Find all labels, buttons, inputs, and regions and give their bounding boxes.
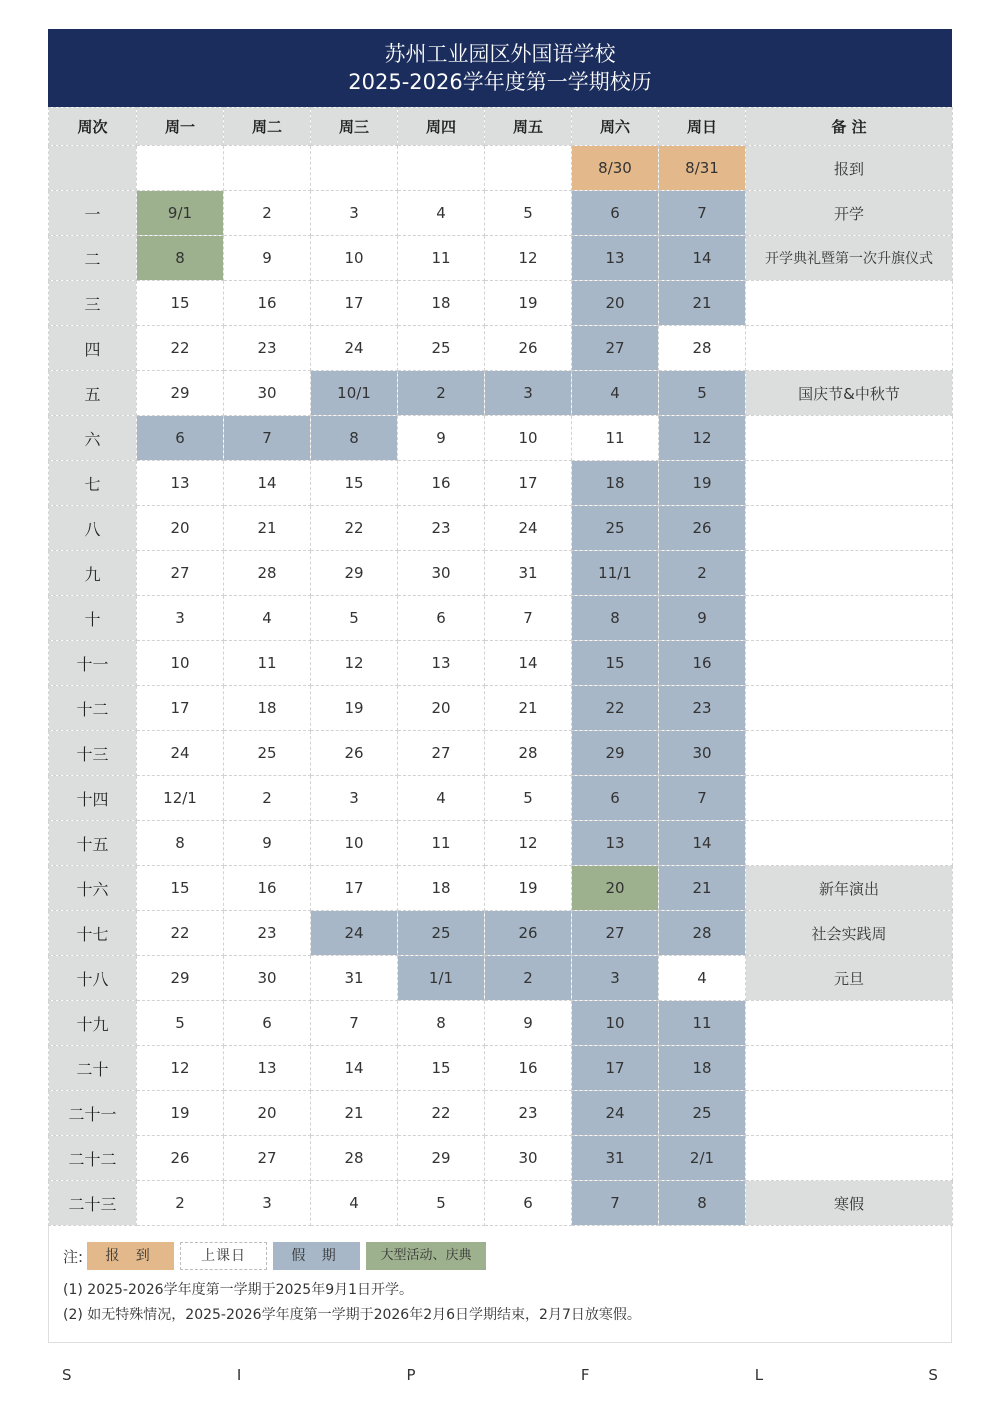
week-number: 三 — [49, 281, 137, 326]
week-number: 十六 — [49, 866, 137, 911]
day-cell: 24 — [485, 506, 572, 551]
day-cell: 28 — [659, 911, 746, 956]
remark-cell — [746, 326, 953, 371]
day-cell: 21 — [224, 506, 311, 551]
footer-letter: I — [236, 1366, 242, 1384]
day-cell: 6 — [572, 191, 659, 236]
day-cell: 14 — [659, 821, 746, 866]
day-cell: 20 — [224, 1091, 311, 1136]
week-row — [49, 866, 953, 911]
remark-cell: 开学 — [746, 191, 953, 236]
day-cell: 18 — [659, 1046, 746, 1091]
day-cell: 6 — [572, 776, 659, 821]
day-cell: 20 — [398, 686, 485, 731]
week-number: 十八 — [49, 956, 137, 1001]
day-cell: 25 — [659, 1091, 746, 1136]
day-cell: 13 — [572, 236, 659, 281]
day-cell: 7 — [311, 1001, 398, 1046]
day-cell: 22 — [137, 326, 224, 371]
week-number: 五 — [49, 371, 137, 416]
day-cell: 6 — [224, 1001, 311, 1046]
day-cell: 28 — [659, 326, 746, 371]
footnote-2: (2) 如无特殊情况，2025-2026学年度第一学期于2026年2月6日学期结束，2月7日放寒假。 — [63, 1307, 641, 1323]
day-cell: 7 — [224, 416, 311, 461]
day-cell: 11/1 — [572, 551, 659, 596]
legend-prefix: 注: — [63, 1247, 84, 1266]
day-cell: 2 — [659, 551, 746, 596]
remark-cell: 社会实践周 — [746, 911, 953, 956]
day-cell: 14 — [224, 461, 311, 506]
week-row — [49, 461, 953, 506]
week-row — [49, 686, 953, 731]
week-row — [49, 1046, 953, 1091]
day-cell: 27 — [137, 551, 224, 596]
remark-cell: 报到 — [746, 146, 953, 191]
week-row — [49, 146, 953, 191]
day-cell: 22 — [572, 686, 659, 731]
day-cell: 8 — [659, 1181, 746, 1226]
day-cell — [224, 146, 311, 191]
day-cell: 4 — [224, 596, 311, 641]
day-cell: 16 — [224, 281, 311, 326]
column-header: 备 注 — [746, 108, 953, 146]
legend-class-day: 上课日 — [180, 1242, 267, 1270]
day-cell: 13 — [572, 821, 659, 866]
day-cell: 16 — [398, 461, 485, 506]
day-cell: 26 — [137, 1136, 224, 1181]
day-cell: 29 — [398, 1136, 485, 1181]
week-row — [49, 506, 953, 551]
day-cell: 10 — [137, 641, 224, 686]
day-cell — [311, 146, 398, 191]
day-cell: 30 — [398, 551, 485, 596]
footer-letter: S — [928, 1366, 938, 1384]
day-cell: 10 — [485, 416, 572, 461]
day-cell: 9 — [224, 236, 311, 281]
day-cell: 27 — [572, 911, 659, 956]
day-cell: 17 — [311, 281, 398, 326]
remark-cell — [746, 461, 953, 506]
day-cell: 5 — [485, 191, 572, 236]
day-cell: 27 — [224, 1136, 311, 1181]
remark-cell — [746, 281, 953, 326]
day-cell: 2 — [485, 956, 572, 1001]
day-cell: 22 — [398, 1091, 485, 1136]
week-row — [49, 641, 953, 686]
day-cell: 10/1 — [311, 371, 398, 416]
calendar-body — [49, 146, 953, 1226]
day-cell: 2 — [137, 1181, 224, 1226]
day-cell: 18 — [398, 281, 485, 326]
column-header: 周二 — [224, 108, 311, 146]
day-cell: 10 — [311, 236, 398, 281]
week-number: 十七 — [49, 911, 137, 956]
day-cell: 3 — [224, 1181, 311, 1226]
day-cell: 8/30 — [572, 146, 659, 191]
day-cell: 19 — [311, 686, 398, 731]
remark-cell: 元旦 — [746, 956, 953, 1001]
day-cell: 17 — [572, 1046, 659, 1091]
day-cell: 31 — [311, 956, 398, 1001]
remark-cell — [746, 596, 953, 641]
column-header: 周一 — [137, 108, 224, 146]
day-cell: 29 — [572, 731, 659, 776]
week-row — [49, 1091, 953, 1136]
day-cell: 4 — [572, 371, 659, 416]
legend-registration: 报 到 — [87, 1242, 174, 1270]
day-cell: 2 — [398, 371, 485, 416]
footer-letter: S — [62, 1366, 72, 1384]
day-cell: 20 — [137, 506, 224, 551]
day-cell: 5 — [398, 1181, 485, 1226]
day-cell: 3 — [485, 371, 572, 416]
day-cell: 30 — [224, 956, 311, 1001]
remark-cell: 国庆节&中秋节 — [746, 371, 953, 416]
day-cell: 7 — [485, 596, 572, 641]
day-cell: 4 — [659, 956, 746, 1001]
day-cell: 2 — [224, 776, 311, 821]
day-cell: 12 — [485, 236, 572, 281]
week-number: 十三 — [49, 731, 137, 776]
day-cell: 14 — [659, 236, 746, 281]
week-number: 十二 — [49, 686, 137, 731]
footnote-1: (1) 2025-2026学年度第一学期于2025年9月1日开学。 — [63, 1282, 414, 1298]
remark-cell — [746, 1001, 953, 1046]
week-number: 四 — [49, 326, 137, 371]
week-number: 十 — [49, 596, 137, 641]
week-row — [49, 191, 953, 236]
day-cell: 10 — [572, 1001, 659, 1046]
day-cell: 14 — [311, 1046, 398, 1091]
week-row — [49, 1001, 953, 1046]
day-cell — [398, 146, 485, 191]
remark-cell — [746, 776, 953, 821]
day-cell: 4 — [311, 1181, 398, 1226]
day-cell: 22 — [311, 506, 398, 551]
day-cell: 31 — [572, 1136, 659, 1181]
day-cell: 13 — [398, 641, 485, 686]
day-cell: 26 — [659, 506, 746, 551]
day-cell: 24 — [572, 1091, 659, 1136]
day-cell: 22 — [137, 911, 224, 956]
remark-cell — [746, 821, 953, 866]
week-row — [49, 1136, 953, 1181]
week-number: 七 — [49, 461, 137, 506]
day-cell: 5 — [137, 1001, 224, 1046]
day-cell: 28 — [224, 551, 311, 596]
calendar-title — [48, 29, 952, 107]
day-cell: 28 — [311, 1136, 398, 1181]
calendar-sheet — [48, 29, 952, 1343]
footer-letter: F — [580, 1366, 590, 1384]
legend-section — [48, 1226, 952, 1343]
day-cell: 15 — [137, 281, 224, 326]
day-cell: 6 — [485, 1181, 572, 1226]
day-cell: 11 — [398, 236, 485, 281]
day-cell: 23 — [224, 326, 311, 371]
day-cell: 20 — [572, 281, 659, 326]
remark-cell — [746, 686, 953, 731]
day-cell: 8 — [137, 821, 224, 866]
day-cell: 6 — [137, 416, 224, 461]
week-number: 八 — [49, 506, 137, 551]
day-cell: 30 — [485, 1136, 572, 1181]
day-cell: 15 — [572, 641, 659, 686]
day-cell: 12 — [311, 641, 398, 686]
day-cell: 8/31 — [659, 146, 746, 191]
week-number: 一 — [49, 191, 137, 236]
remark-cell — [746, 416, 953, 461]
day-cell: 9 — [224, 821, 311, 866]
week-row — [49, 776, 953, 821]
school-name: 苏州工业园区外国语学校 — [384, 42, 616, 66]
day-cell: 3 — [572, 956, 659, 1001]
column-header: 周三 — [311, 108, 398, 146]
day-cell: 15 — [398, 1046, 485, 1091]
day-cell: 9/1 — [137, 191, 224, 236]
day-cell: 11 — [224, 641, 311, 686]
column-header: 周日 — [659, 108, 746, 146]
column-header: 周次 — [49, 108, 137, 146]
day-cell: 24 — [137, 731, 224, 776]
day-cell: 23 — [398, 506, 485, 551]
day-cell: 4 — [398, 776, 485, 821]
day-cell: 21 — [659, 866, 746, 911]
day-cell: 18 — [224, 686, 311, 731]
week-number: 二 — [49, 236, 137, 281]
day-cell — [137, 146, 224, 191]
day-cell: 26 — [485, 326, 572, 371]
day-cell: 2/1 — [659, 1136, 746, 1181]
day-cell: 5 — [485, 776, 572, 821]
day-cell: 23 — [659, 686, 746, 731]
day-cell: 15 — [137, 866, 224, 911]
week-row — [49, 416, 953, 461]
week-number: 二十三 — [49, 1181, 137, 1226]
day-cell: 23 — [485, 1091, 572, 1136]
week-number: 十一 — [49, 641, 137, 686]
remark-cell — [746, 551, 953, 596]
day-cell: 14 — [485, 641, 572, 686]
day-cell: 17 — [485, 461, 572, 506]
day-cell: 12 — [659, 416, 746, 461]
week-row — [49, 821, 953, 866]
day-cell: 8 — [572, 596, 659, 641]
day-cell: 19 — [659, 461, 746, 506]
day-cell: 31 — [485, 551, 572, 596]
remark-cell: 新年演出 — [746, 866, 953, 911]
day-cell: 3 — [311, 776, 398, 821]
day-cell: 15 — [311, 461, 398, 506]
day-cell: 19 — [137, 1091, 224, 1136]
day-cell: 12 — [485, 821, 572, 866]
week-row — [49, 596, 953, 641]
header-row — [49, 108, 953, 146]
day-cell: 18 — [398, 866, 485, 911]
week-row — [49, 236, 953, 281]
remark-cell — [746, 1091, 953, 1136]
day-cell: 25 — [398, 911, 485, 956]
day-cell: 12/1 — [137, 776, 224, 821]
week-number: 二十一 — [49, 1091, 137, 1136]
footer-letter: L — [754, 1366, 764, 1384]
day-cell: 5 — [659, 371, 746, 416]
day-cell: 7 — [659, 776, 746, 821]
day-cell: 27 — [398, 731, 485, 776]
day-cell: 11 — [572, 416, 659, 461]
day-cell: 6 — [398, 596, 485, 641]
week-number: 二十二 — [49, 1136, 137, 1181]
day-cell: 19 — [485, 281, 572, 326]
day-cell: 10 — [311, 821, 398, 866]
week-row — [49, 281, 953, 326]
column-header: 周四 — [398, 108, 485, 146]
day-cell: 27 — [572, 326, 659, 371]
day-cell: 5 — [311, 596, 398, 641]
day-cell: 21 — [311, 1091, 398, 1136]
footer-letter: P — [406, 1366, 416, 1384]
day-cell: 25 — [572, 506, 659, 551]
remark-cell — [746, 506, 953, 551]
day-cell: 23 — [224, 911, 311, 956]
week-row — [49, 371, 953, 416]
remark-cell — [746, 731, 953, 776]
day-cell: 3 — [137, 596, 224, 641]
day-cell: 21 — [485, 686, 572, 731]
week-number — [49, 146, 137, 191]
column-header: 周六 — [572, 108, 659, 146]
remark-cell: 开学典礼暨第一次升旗仪式 — [746, 236, 953, 281]
day-cell: 29 — [137, 371, 224, 416]
day-cell: 2 — [224, 191, 311, 236]
column-header: 周五 — [485, 108, 572, 146]
day-cell: 8 — [311, 416, 398, 461]
day-cell: 29 — [311, 551, 398, 596]
remark-cell — [746, 1136, 953, 1181]
day-cell: 30 — [224, 371, 311, 416]
week-number: 九 — [49, 551, 137, 596]
week-number: 十五 — [49, 821, 137, 866]
remark-cell: 寒假 — [746, 1181, 953, 1226]
day-cell: 16 — [224, 866, 311, 911]
week-number: 六 — [49, 416, 137, 461]
week-number: 十九 — [49, 1001, 137, 1046]
week-row — [49, 1181, 953, 1226]
week-row — [49, 326, 953, 371]
legend-holiday: 假 期 — [273, 1242, 360, 1270]
week-row — [49, 956, 953, 1001]
day-cell: 25 — [398, 326, 485, 371]
day-cell: 3 — [311, 191, 398, 236]
day-cell: 11 — [398, 821, 485, 866]
footer-letters — [62, 1366, 938, 1384]
term-title: 2025-2026学年度第一学期校历 — [348, 70, 652, 94]
day-cell: 7 — [659, 191, 746, 236]
day-cell: 30 — [659, 731, 746, 776]
day-cell: 13 — [224, 1046, 311, 1091]
week-number: 十四 — [49, 776, 137, 821]
day-cell: 28 — [485, 731, 572, 776]
day-cell: 26 — [311, 731, 398, 776]
day-cell: 20 — [572, 866, 659, 911]
day-cell: 25 — [224, 731, 311, 776]
day-cell: 19 — [485, 866, 572, 911]
day-cell: 29 — [137, 956, 224, 1001]
day-cell: 21 — [659, 281, 746, 326]
day-cell: 17 — [311, 866, 398, 911]
day-cell: 24 — [311, 326, 398, 371]
day-cell: 4 — [398, 191, 485, 236]
day-cell: 26 — [485, 911, 572, 956]
day-cell: 9 — [398, 416, 485, 461]
day-cell: 13 — [137, 461, 224, 506]
calendar-table — [48, 107, 953, 1226]
week-row — [49, 551, 953, 596]
remark-cell — [746, 1046, 953, 1091]
day-cell: 8 — [137, 236, 224, 281]
day-cell: 16 — [485, 1046, 572, 1091]
day-cell: 16 — [659, 641, 746, 686]
day-cell: 18 — [572, 461, 659, 506]
day-cell: 24 — [311, 911, 398, 956]
day-cell: 12 — [137, 1046, 224, 1091]
legend-event: 大型活动、庆典 — [366, 1242, 486, 1270]
day-cell: 1/1 — [398, 956, 485, 1001]
day-cell: 9 — [485, 1001, 572, 1046]
remark-cell — [746, 641, 953, 686]
day-cell: 11 — [659, 1001, 746, 1046]
day-cell: 8 — [398, 1001, 485, 1046]
day-cell: 17 — [137, 686, 224, 731]
legend — [63, 1242, 937, 1270]
week-row — [49, 911, 953, 956]
day-cell — [485, 146, 572, 191]
day-cell: 7 — [572, 1181, 659, 1226]
week-number: 二十 — [49, 1046, 137, 1091]
day-cell: 9 — [659, 596, 746, 641]
week-row — [49, 731, 953, 776]
